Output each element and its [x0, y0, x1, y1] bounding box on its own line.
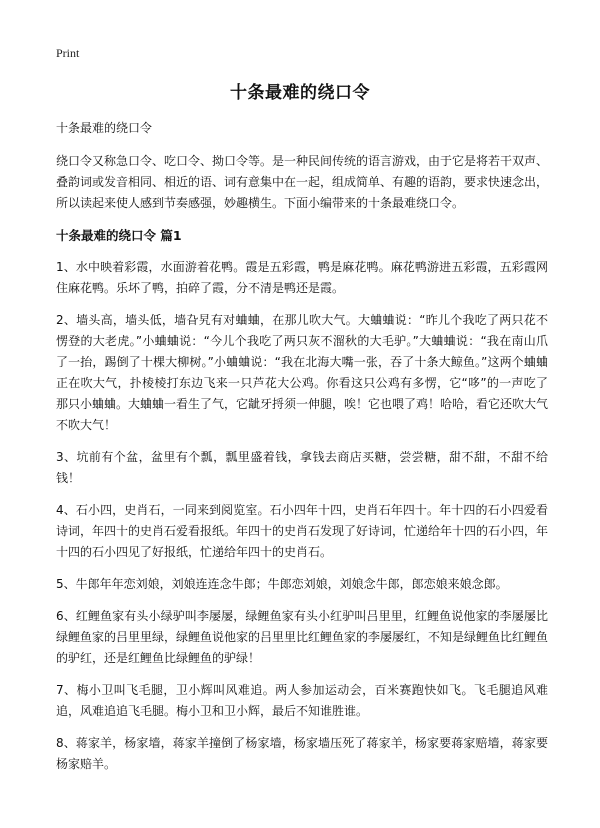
intro-paragraph: 绕口令又称急口令、吃口令、拗口令等。是一种民间传统的语言游戏，由于它是将若干双声、叠韵词或发音相同、相近的语、词有意集中在一起，组成简单、有趣的语韵，要求快速念出，所以读起来使人感到节奏感强，妙趣横生。下面小编带来的十条最难绕口令。 [56, 154, 549, 210]
subtitle: 十条最难的绕口令 [56, 121, 153, 135]
article-body [56, 118, 548, 786]
print-link[interactable]: Print [56, 46, 80, 60]
list-item: 8、蒋家羊，杨家墙，蒋家羊撞倒了杨家墙，杨家墙压死了蒋家羊，杨家要蒋家赔墙，蒋家要杨家赔羊。 [56, 736, 548, 771]
list-item: 2、墙头高，墙头低，墙旮旯有对蛐蛐，在那儿吹大气。大蛐蛐说：“昨儿个我吃了两只花不愣登的大老虎。”小蛐蛐说：“今儿个我吃了两只灰不溜秋的大毛驴。”大蛐蛐说：“我在南山爪了一抬，踢倒了十棵大柳树。”小蛐蛐说：“我在北海大嘴一张，吞了十条大鲸鱼。”这两个蛐蛐正在吹大气，扑棱棱打东边飞来一只芦花大公鸡。你看这只公鸡有多愣，它“哆”的一声吃了那只小蛐蛐。大蛐蛐一看生了气，它龇牙捋须一伸腿，唉！它也喂了鸡！哈哈，看它还吹大气不吹大气！ [56, 313, 549, 432]
list-item: 3、坑前有个盆，盆里有个瓢，瓢里盛着钱，拿钱去商店买糖，尝尝糖，甜不甜，不甜不给钱！ [56, 450, 548, 485]
list-item: 4、石小四，史肖石，一同来到阅览室。石小四年十四，史肖石年四十。年十四的石小四爱看诗词，年四十的史肖石爱看报纸。年四十的史肖石发现了好诗词，忙递给年十四的石小四，年十四的石小四见了好报纸，忙递给年四十的史肖石。 [56, 503, 549, 559]
list-item: 7、梅小卫叫飞毛腿，卫小辉叫风难追。两人参加运动会，百米赛跑快如飞。飞毛腿追风难追，风难追追飞毛腿。梅小卫和卫小辉，最后不知谁胜谁。 [56, 683, 548, 718]
list-item: 1、水中映着彩霞，水面游着花鸭。霞是五彩霞，鸭是麻花鸭。麻花鸭游进五彩霞，五彩霞网住麻花鸭。乐坏了鸭，拍碎了霞，分不清是鸭还是霞。 [56, 260, 548, 295]
list-item: 6、红鲤鱼家有头小绿驴叫李屡屡，绿鲤鱼家有头小红驴叫吕里里，红鲤鱼说他家的李屡屡比绿鲤鱼家的吕里里绿，绿鲤鱼说他家的吕里里比红鲤鱼家的李屡屡红，不知是绿鲤鱼比红鲤鱼的驴红，还是红鲤鱼比绿鲤鱼的驴绿！ [56, 609, 549, 665]
section-heading: 十条最难的绕口令 篇1 [56, 228, 182, 243]
list-item: 5、牛郎年年恋刘娘，刘娘连连念牛郎；牛郎恋刘娘，刘娘念牛郎，郎恋娘来娘念郎。 [56, 577, 508, 591]
page-title: 十条最难的绕口令 [230, 83, 370, 103]
